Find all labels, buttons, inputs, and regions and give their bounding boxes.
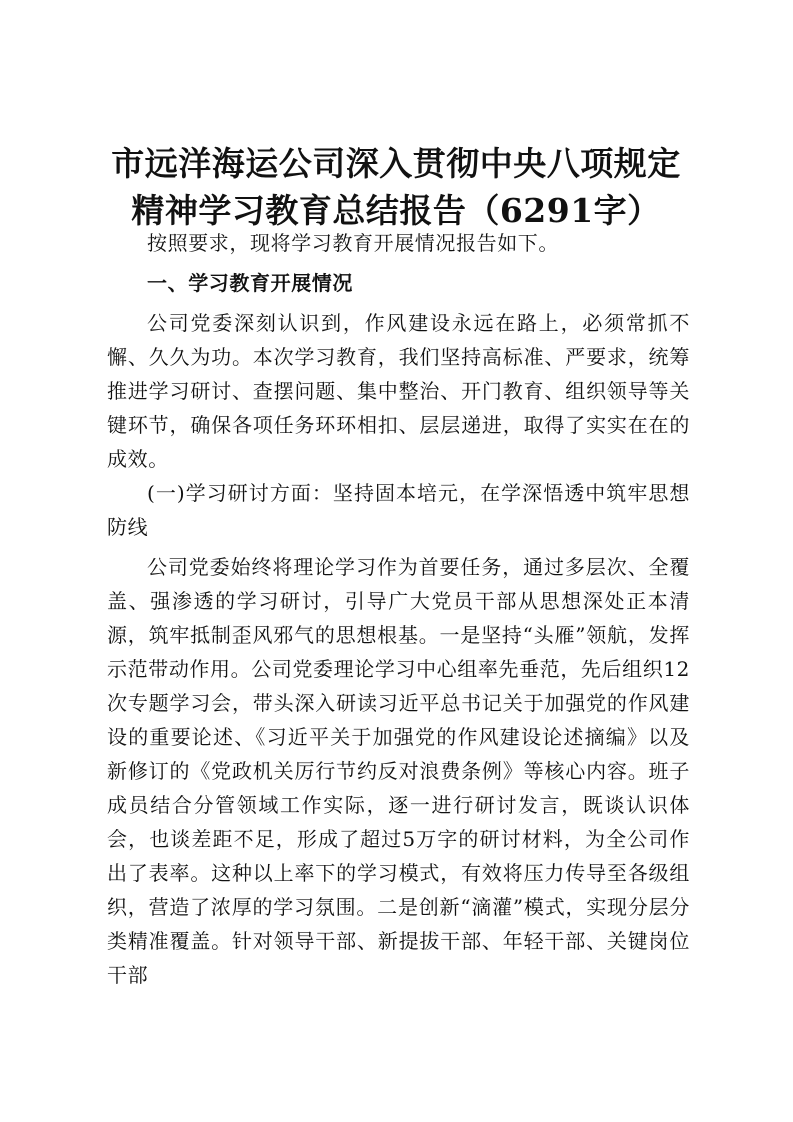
subsection-heading: (一)学习研讨方面：坚持固本培元，在学深悟透中筑牢思想防线 (107, 481, 690, 539)
document-title: 市远洋海运公司深入贯彻中央八项规定精神学习教育总结报告（6291字） (111, 144, 681, 230)
intro-paragraph: 按照要求，现将学习教育开展情况报告如下。 (147, 231, 559, 255)
document-body (107, 226, 690, 992)
section-heading: 一、学习教育开展情况 (147, 271, 353, 295)
body-paragraph: 公司党委始终将理论学习作为首要任务，通过多层次、全覆盖、强渗透的学习研讨，引导广大党员干部从思想深处正本清源，筑牢抵制歪风邪气的思想根基。一是坚持“头雁”领航，发挥示范带动作用。公司党委理论学习中心组率先垂范，先后组织12次专题学习会，带头深入研读习近平总书记关于加强党的作风建设的重要论述、《习近平关于加强党的作风建设论述摘编》以及新修订的《党政机关厉行节约反对浪费条例》等核心内容。班子成员结合分管领域工作实际，逐一进行研讨发言，既谈认识体会，也谈差距不足，形成了超过5万字的研讨材料，为全公司作出了表率。这种以上率下的学习模式，有效将压力传导至各级组织，营造了浓厚的学习氛围。二是创新“滴灌”模式，实现分层分类精准覆盖。针对领导干部、新提拔干部、年轻干部、关键岗位干部 (107, 555, 690, 987)
body-paragraph: 公司党委深刻认识到，作风建设永远在路上，必须常抓不懈、久久为功。本次学习教育，我们坚持高标准、严要求，统筹推进学习研讨、查摆问题、集中整治、开门教育、组织领导等关键环节，确保各项任务环环相扣、层层递进，取得了实实在在的成效。 (107, 311, 690, 471)
